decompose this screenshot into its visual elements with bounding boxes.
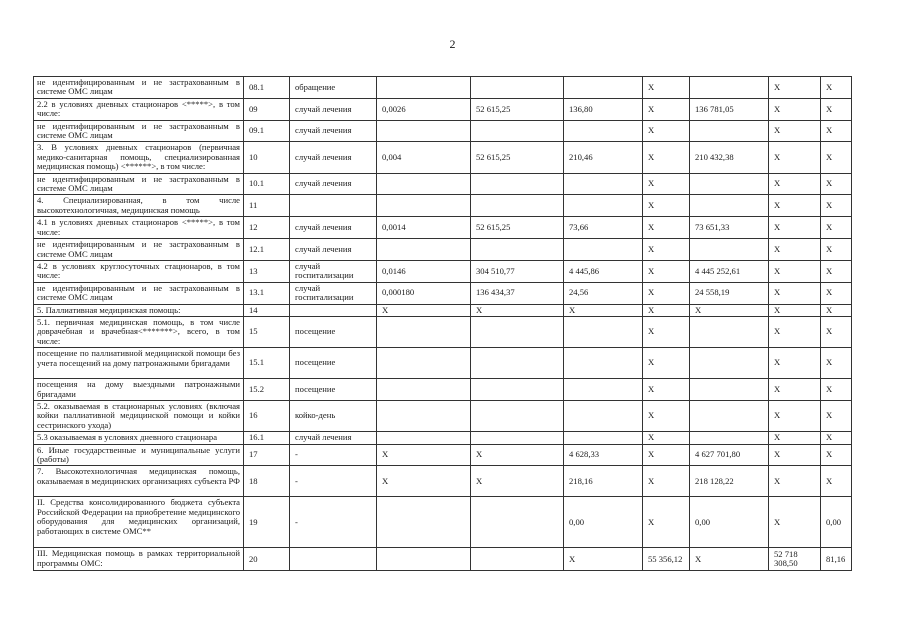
row-cost: X: [471, 444, 564, 466]
row-name: 5.2. оказываемая в стационарных условиях (включая койки паллиативной медицинской помощи и койки сестринского ухода): [34, 400, 244, 431]
row-unit: -: [290, 497, 377, 548]
row-unit: -: [290, 444, 377, 466]
row-total: 136 781,05: [690, 98, 769, 120]
row-share: 81,16: [821, 548, 852, 571]
row-total-oms: X: [769, 77, 821, 99]
table-row: [34, 260, 852, 282]
row-code: 16: [244, 400, 290, 431]
row-total: [690, 173, 769, 195]
table-row: [34, 432, 852, 444]
row-cost: 304 510,77: [471, 260, 564, 282]
row-rate: 0,0026: [377, 98, 471, 120]
table-row: [34, 98, 852, 120]
row-share: X: [821, 466, 852, 497]
row-total: [690, 120, 769, 142]
row-per-capita: 136,80: [564, 98, 643, 120]
program-cost-table: [33, 76, 852, 571]
row-total: [690, 316, 769, 347]
row-cost: [471, 195, 564, 217]
row-code: 15.2: [244, 379, 290, 401]
row-total-oms: X: [769, 348, 821, 379]
row-name: 3. В условиях дневных стационаров (первичная медико-санитарная помощь, специализированная медицинская помощь) <******>, в том числе:: [34, 142, 244, 173]
row-name: II. Средства консолидированного бюджета субъекта Российской Федерации на приобретение медицинского оборудования для медицинских организаций, работающих в системе ОМС**: [34, 497, 244, 548]
row-total: [690, 195, 769, 217]
row-unit: посещение: [290, 316, 377, 347]
row-per-capita: X: [564, 548, 643, 571]
row-rate: 0,0146: [377, 260, 471, 282]
row-total-oms: X: [769, 497, 821, 548]
row-rate: [377, 173, 471, 195]
row-cost: X: [471, 304, 564, 316]
row-total: X: [690, 304, 769, 316]
table-body: [34, 77, 852, 571]
row-name: не идентифицированным и не застрахованным в системе ОМС лицам: [34, 120, 244, 142]
table-row: [34, 379, 852, 401]
row-total: [690, 379, 769, 401]
row-unit: случай лечения: [290, 142, 377, 173]
row-share: X: [821, 304, 852, 316]
table-row: [34, 173, 852, 195]
row-name: 4.1 в условиях дневных стационаров <*****>, в том числе:: [34, 217, 244, 239]
row-name: 5.3 оказываемая в условиях дневного стационара: [34, 432, 244, 444]
row-total-oms: X: [769, 444, 821, 466]
row-share: X: [821, 142, 852, 173]
row-name: 4.2 в условиях круглосуточных стационаров, в том числе:: [34, 260, 244, 282]
row-per-capita: [564, 173, 643, 195]
row-per-capita: [564, 239, 643, 261]
row-rate: X: [377, 466, 471, 497]
row-total: 24 558,19: [690, 282, 769, 304]
row-per-capita-oms: X: [643, 120, 690, 142]
row-cost: [471, 120, 564, 142]
row-name: не идентифицированным и не застрахованным в системе ОМС лицам: [34, 77, 244, 99]
row-total-oms: X: [769, 239, 821, 261]
row-rate: [377, 379, 471, 401]
row-unit: [290, 548, 377, 571]
row-name: 2.2 в условиях дневных стационаров <*****>, в том числе:: [34, 98, 244, 120]
row-share: X: [821, 98, 852, 120]
row-code: 17: [244, 444, 290, 466]
row-total: 0,00: [690, 497, 769, 548]
table-row: [34, 316, 852, 347]
row-total: 210 432,38: [690, 142, 769, 173]
table-row: [34, 466, 852, 497]
row-unit: случай лечения: [290, 432, 377, 444]
row-rate: 0,000180: [377, 282, 471, 304]
table-row: [34, 195, 852, 217]
row-per-capita-oms: X: [643, 379, 690, 401]
row-total-oms: X: [769, 173, 821, 195]
row-share: X: [821, 444, 852, 466]
row-unit: случай лечения: [290, 98, 377, 120]
row-code: 14: [244, 304, 290, 316]
row-per-capita: [564, 120, 643, 142]
row-per-capita-oms: 55 356,12: [643, 548, 690, 571]
row-total-oms: X: [769, 98, 821, 120]
row-unit: случай лечения: [290, 173, 377, 195]
table-row: [34, 304, 852, 316]
row-cost: 52 615,25: [471, 98, 564, 120]
row-code: 10.1: [244, 173, 290, 195]
row-unit: случай лечения: [290, 239, 377, 261]
row-per-capita-oms: X: [643, 98, 690, 120]
row-per-capita: [564, 316, 643, 347]
row-cost: [471, 316, 564, 347]
row-name: посещения на дому выездными патронажными бригадами: [34, 379, 244, 401]
row-unit: [290, 195, 377, 217]
row-name: 4. Специализированная, в том числе высокотехнологичная, медицинская помощь: [34, 195, 244, 217]
row-name: посещение по паллиативной медицинской помощи без учета посещений на дому патронажными бригадами: [34, 348, 244, 379]
row-per-capita: X: [564, 304, 643, 316]
row-code: 19: [244, 497, 290, 548]
row-unit: посещение: [290, 379, 377, 401]
row-per-capita-oms: X: [643, 260, 690, 282]
row-code: 12.1: [244, 239, 290, 261]
row-per-capita-oms: X: [643, 282, 690, 304]
row-total: X: [690, 548, 769, 571]
row-share: X: [821, 282, 852, 304]
row-code: 10: [244, 142, 290, 173]
row-share: X: [821, 77, 852, 99]
row-cost: [471, 548, 564, 571]
row-per-capita: 4 628,33: [564, 444, 643, 466]
table-row: [34, 282, 852, 304]
row-share: X: [821, 348, 852, 379]
row-total-oms: X: [769, 304, 821, 316]
row-per-capita-oms: X: [643, 497, 690, 548]
row-rate: 0,0014: [377, 217, 471, 239]
row-unit: посещение: [290, 348, 377, 379]
row-cost: [471, 400, 564, 431]
row-total: 4 445 252,61: [690, 260, 769, 282]
row-rate: 0,004: [377, 142, 471, 173]
row-code: 13.1: [244, 282, 290, 304]
row-share: X: [821, 316, 852, 347]
table-row: [34, 444, 852, 466]
row-share: X: [821, 379, 852, 401]
row-cost: [471, 77, 564, 99]
row-unit: случай лечения: [290, 217, 377, 239]
row-name: 7. Высокотехнологичная медицинская помощь, оказываемая в медицинских организациях субъекта РФ: [34, 466, 244, 497]
row-total-oms: X: [769, 142, 821, 173]
row-unit: обращение: [290, 77, 377, 99]
row-total-oms: X: [769, 466, 821, 497]
row-share: X: [821, 120, 852, 142]
row-name: не идентифицированным и не застрахованным в системе ОМС лицам: [34, 282, 244, 304]
row-total: 218 128,22: [690, 466, 769, 497]
row-share: X: [821, 432, 852, 444]
row-unit: случай лечения: [290, 120, 377, 142]
row-total: [690, 239, 769, 261]
row-unit: случай госпитализации: [290, 260, 377, 282]
row-per-capita-oms: X: [643, 444, 690, 466]
row-unit: -: [290, 466, 377, 497]
row-share: X: [821, 400, 852, 431]
row-total-oms: X: [769, 379, 821, 401]
row-code: 09: [244, 98, 290, 120]
row-per-capita-oms: X: [643, 77, 690, 99]
row-per-capita: [564, 432, 643, 444]
row-rate: X: [377, 444, 471, 466]
row-cost: [471, 497, 564, 548]
row-rate: [377, 195, 471, 217]
row-cost: 136 434,37: [471, 282, 564, 304]
row-per-capita: [564, 195, 643, 217]
row-total-oms: X: [769, 120, 821, 142]
row-per-capita-oms: X: [643, 316, 690, 347]
row-total-oms: X: [769, 400, 821, 431]
row-per-capita: [564, 77, 643, 99]
row-total: [690, 77, 769, 99]
page-number: 2: [449, 37, 456, 51]
row-cost: X: [471, 466, 564, 497]
row-rate: [377, 316, 471, 347]
table-row: [34, 217, 852, 239]
row-unit: случай госпитализации: [290, 282, 377, 304]
row-per-capita-oms: X: [643, 195, 690, 217]
row-total-oms: 52 718 308,50: [769, 548, 821, 571]
row-total-oms: X: [769, 316, 821, 347]
row-cost: [471, 239, 564, 261]
table-row: [34, 400, 852, 431]
row-total: 4 627 701,80: [690, 444, 769, 466]
row-per-capita-oms: X: [643, 217, 690, 239]
row-per-capita: 73,66: [564, 217, 643, 239]
row-per-capita: [564, 400, 643, 431]
row-per-capita-oms: X: [643, 466, 690, 497]
row-code: 20: [244, 548, 290, 571]
row-code: 13: [244, 260, 290, 282]
table-row: [34, 239, 852, 261]
row-total: [690, 400, 769, 431]
row-per-capita-oms: X: [643, 304, 690, 316]
row-per-capita-oms: X: [643, 142, 690, 173]
row-total-oms: X: [769, 282, 821, 304]
row-share: X: [821, 239, 852, 261]
row-rate: [377, 348, 471, 379]
row-cost: [471, 379, 564, 401]
table-row: [34, 348, 852, 379]
row-cost: 52 615,25: [471, 142, 564, 173]
row-rate: [377, 239, 471, 261]
row-per-capita-oms: X: [643, 400, 690, 431]
row-total: [690, 432, 769, 444]
table-row: [34, 120, 852, 142]
row-share: X: [821, 217, 852, 239]
row-rate: [377, 548, 471, 571]
row-cost: [471, 432, 564, 444]
row-per-capita: [564, 379, 643, 401]
row-rate: [377, 497, 471, 548]
table-row: [34, 77, 852, 99]
row-total-oms: X: [769, 260, 821, 282]
row-per-capita-oms: X: [643, 348, 690, 379]
row-per-capita: 0,00: [564, 497, 643, 548]
row-share: X: [821, 260, 852, 282]
table-row: [34, 548, 852, 571]
row-per-capita-oms: X: [643, 239, 690, 261]
row-rate: [377, 400, 471, 431]
row-share: X: [821, 173, 852, 195]
row-name: 5.1. первичная медицинская помощь, в том числе доврачебная и врачебная<*******>, всего, в том числе:: [34, 316, 244, 347]
row-per-capita: [564, 348, 643, 379]
row-unit: [290, 304, 377, 316]
row-code: 11: [244, 195, 290, 217]
row-code: 08.1: [244, 77, 290, 99]
row-per-capita: 4 445,86: [564, 260, 643, 282]
row-total-oms: X: [769, 195, 821, 217]
row-total: 73 651,33: [690, 217, 769, 239]
row-name: не идентифицированным и не застрахованным в системе ОМС лицам: [34, 239, 244, 261]
row-name: 5. Паллиативная медицинская помощь:: [34, 304, 244, 316]
row-total-oms: X: [769, 432, 821, 444]
row-code: 18: [244, 466, 290, 497]
row-code: 16.1: [244, 432, 290, 444]
row-name: не идентифицированным и не застрахованным в системе ОМС лицам: [34, 173, 244, 195]
row-rate: [377, 432, 471, 444]
table-row: [34, 497, 852, 548]
row-cost: [471, 348, 564, 379]
row-cost: [471, 173, 564, 195]
row-name: III. Медицинская помощь в рамках территориальной программы ОМС:: [34, 548, 244, 571]
row-unit: койко-день: [290, 400, 377, 431]
row-cost: 52 615,25: [471, 217, 564, 239]
row-total: [690, 348, 769, 379]
row-share: X: [821, 195, 852, 217]
row-per-capita-oms: X: [643, 432, 690, 444]
row-code: 12: [244, 217, 290, 239]
row-share: 0,00: [821, 497, 852, 548]
row-total-oms: X: [769, 217, 821, 239]
table-row: [34, 142, 852, 173]
row-per-capita: 218,16: [564, 466, 643, 497]
row-code: 09.1: [244, 120, 290, 142]
row-per-capita-oms: X: [643, 173, 690, 195]
row-per-capita: 210,46: [564, 142, 643, 173]
row-per-capita: 24,56: [564, 282, 643, 304]
row-rate: X: [377, 304, 471, 316]
row-code: 15.1: [244, 348, 290, 379]
row-code: 15: [244, 316, 290, 347]
row-rate: [377, 120, 471, 142]
row-name: 6. Иные государственные и муниципальные услуги (работы): [34, 444, 244, 466]
row-rate: [377, 77, 471, 99]
